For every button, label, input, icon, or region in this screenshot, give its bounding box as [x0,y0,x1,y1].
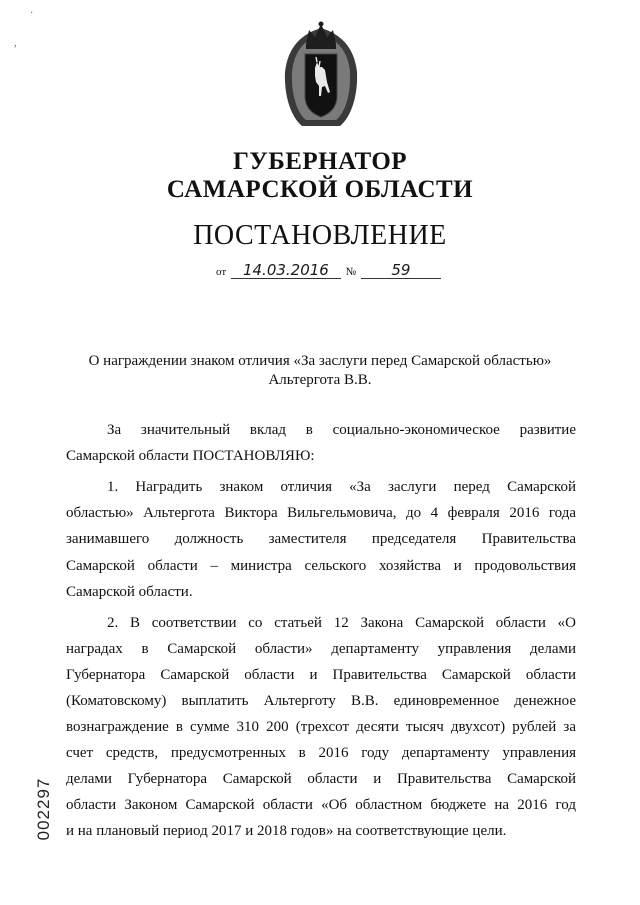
body-line: наградах в Самарской области» департаменту управления делами [66,641,576,657]
margin-number-text: 002297 [34,777,53,841]
scan-mark: · [30,8,34,19]
document-date: 14.03.2016 [231,262,341,279]
scan-mark: , [14,38,17,49]
body-line: Самарской области – министра сельского хозяйства и продовольствия [66,558,576,574]
body-line: Самарской области ПОСТАНОВЛЯЮ: [66,448,315,464]
subject-line-1: О награждении знаком отличия «За заслуги перед Самарской областью» [88,353,552,369]
body-line: вознаграждение в сумме 310 200 (трехсот десяти тысяч двухсот) рублей за [66,719,576,735]
body-line: (Коматовскому) выплатить Альтерготу В.В. единовременное денежное [66,693,576,709]
document-type-heading: ПОСТАНОВЛЕНИЕ [193,220,447,251]
date-label: от [216,266,227,278]
title-line-1: ГУБЕРНАТОР [232,148,408,175]
body-line: области Законом Самарской области «Об областном бюджете на 2016 год [66,797,576,813]
body-line: За значительный вклад в социально-экономическое развитие [107,422,576,438]
body-line: областью» Альтергота Виктора Вильгельмовича, до 4 февраля 2016 года [66,505,576,521]
body-line: и на плановый период 2017 и 2018 годов» на соответствующие цели. [66,823,507,839]
subject-line-2: Альтергота В.В. [268,372,372,388]
coat-of-arms-icon [282,20,360,132]
body-line: счет средств, предусмотренных в 2016 году департаменту управления [66,745,576,761]
document-dateline [214,262,441,279]
body-line: 2. В соответствии со статьей 12 Закона Самарской области «О [107,615,576,631]
body-line: Самарской области. [66,584,193,600]
body-line: 1. Наградить знаком отличия «За заслуги перед Самарской [107,479,576,495]
body-line: Губернатора Самарской области и Правительства Самарской области [66,667,576,683]
margin-registration-number [34,770,54,848]
title-line-2: САМАРСКОЙ ОБЛАСТИ [166,176,474,203]
body-line: занимавшего должность заместителя председателя Правительства [66,531,576,547]
number-label: № [345,266,357,278]
document-number: 59 [361,262,441,279]
body-line: делами Губернатора Самарской области и Правительства Самарской [66,771,576,787]
